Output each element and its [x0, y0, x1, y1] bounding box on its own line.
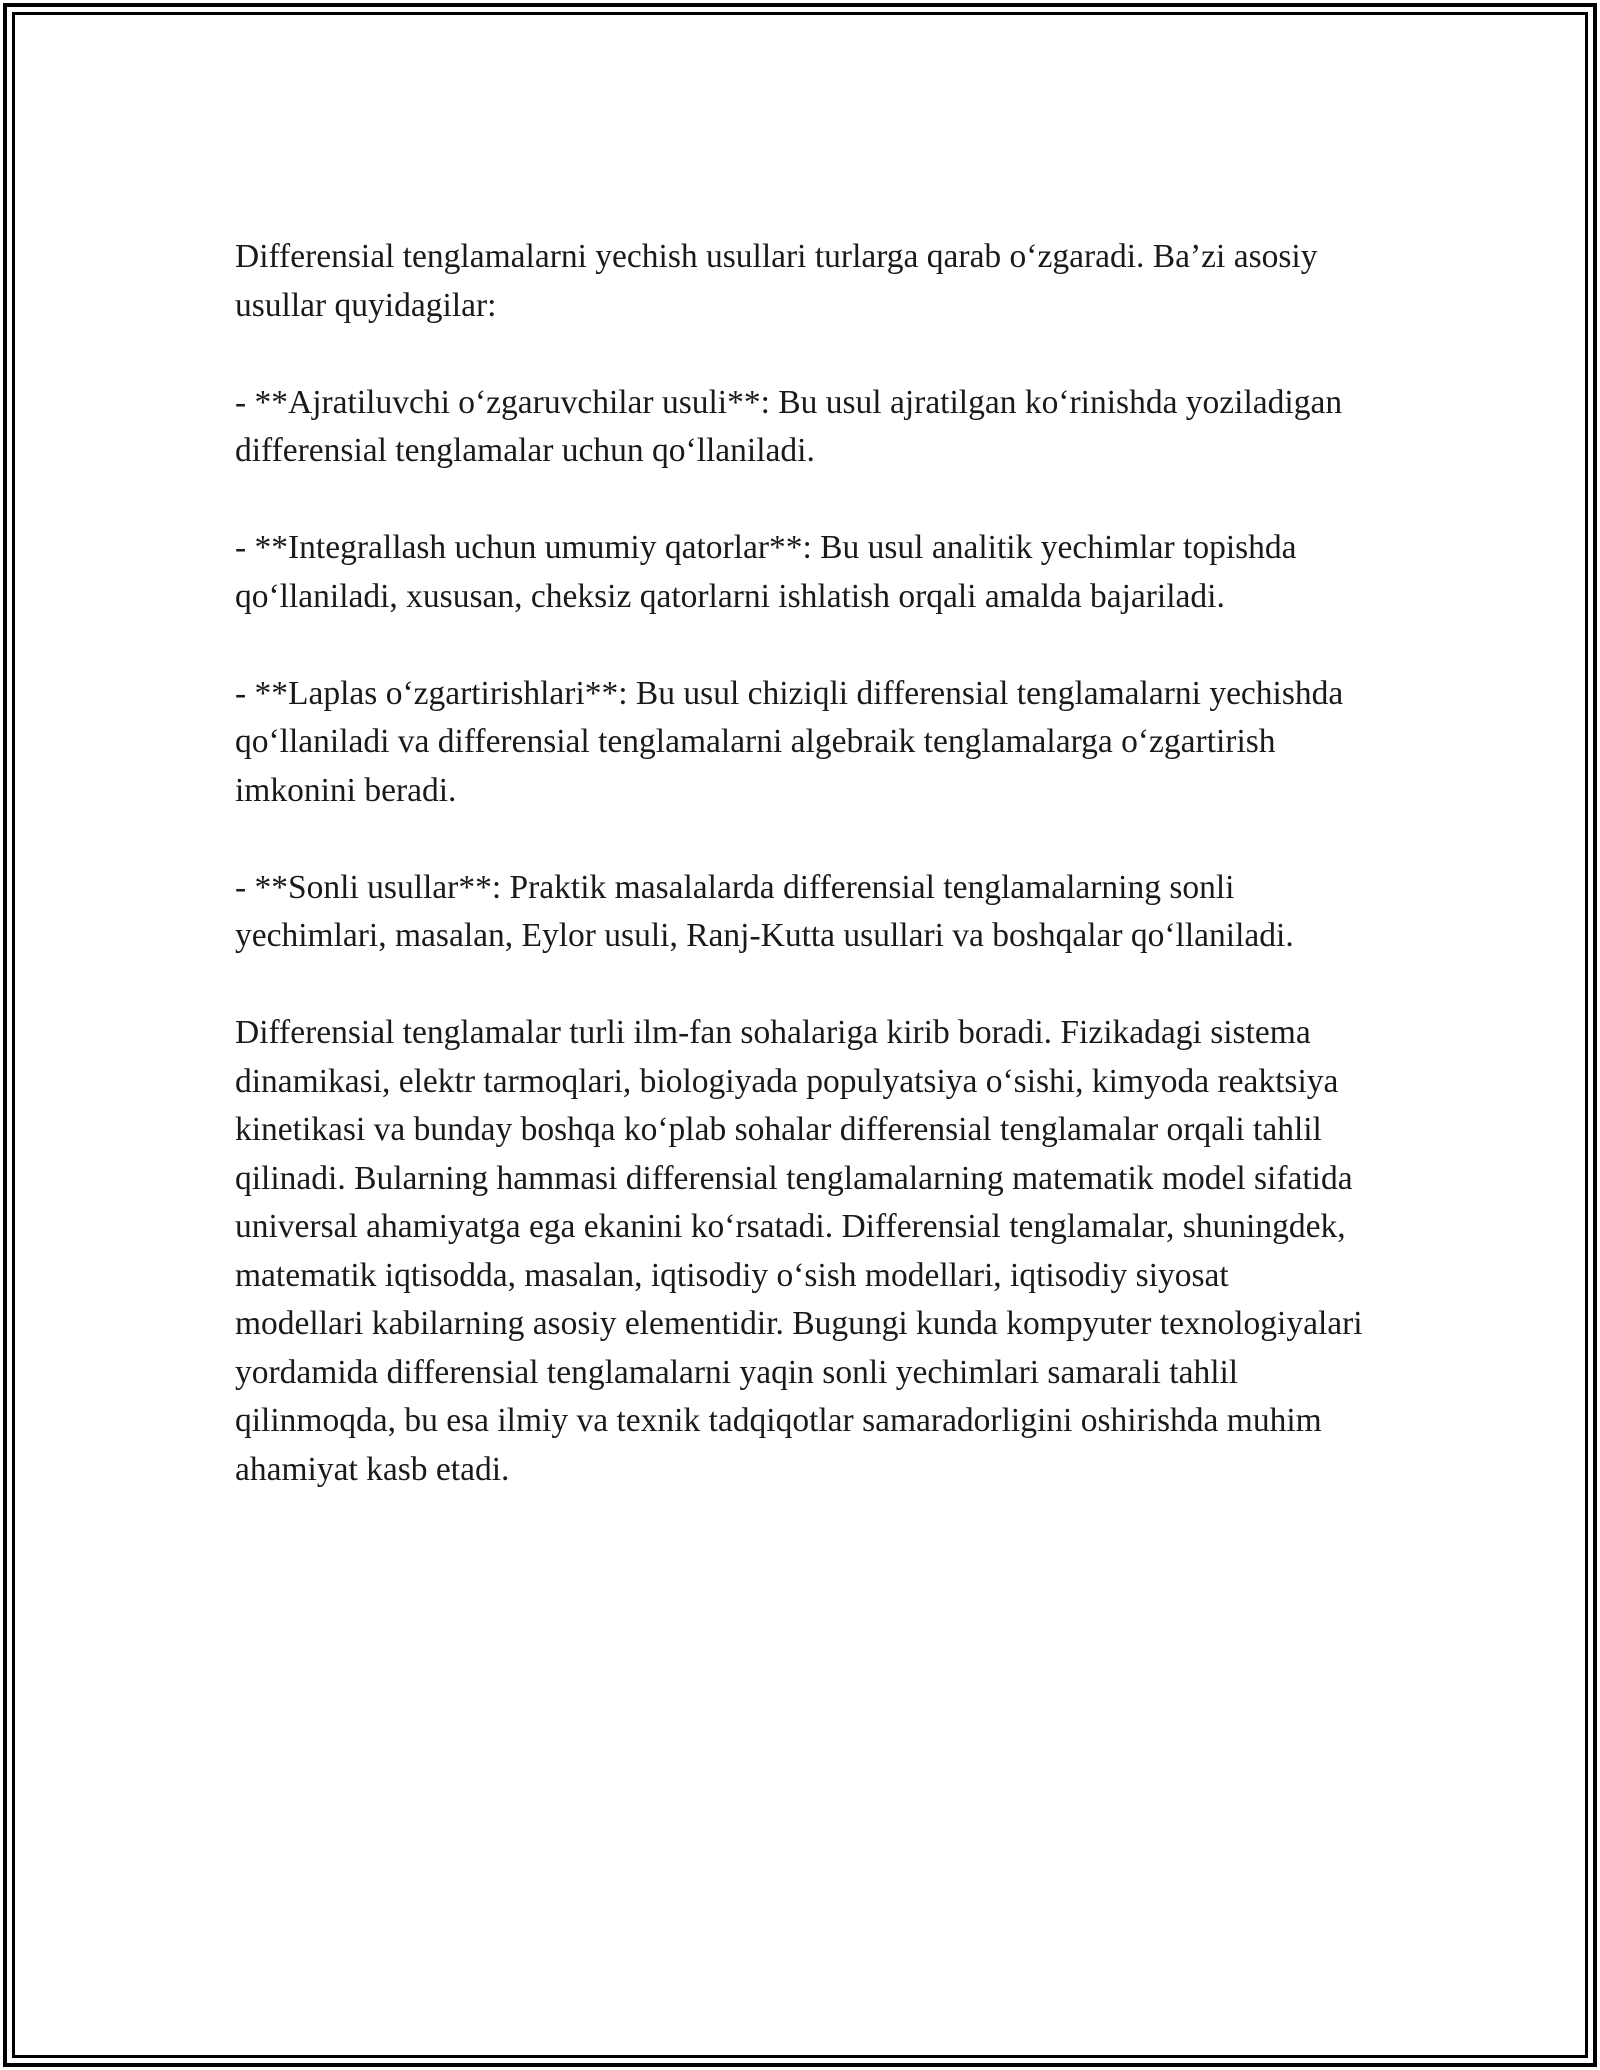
applications-paragraph: Differensial tenglamalar turli ilm-fan sohalariga kirib boradi. Fizikadagi sistema dinamikasi, elektr tarmoqlari, biologiyada populyatsiya o‘sishi, kimyoda reaktsiya kinetikasi va bunday boshqa ko‘plab sohalar differensial tenglamalar orqali tahlil qilinadi. Bularning hammasi differensial tenglamalarning matematik model sifatida universal ahamiyatga ega ekanini ko‘rsatadi. Differensial tenglamalar, shuningdek, matematik iqtisodda, masalan, iqtisodiy o‘sish modellari, iqtisodiy siyosat modellari kabilarning asosiy elementidir. Bugungi kunda kompyuter texnologiyalari yordamida differensial tenglamalarni yaqin sonli yechimlari samarali tahlil qilinmoqda, bu esa ilmiy va texnik tadqiqotlar samaradorligini oshirishda muhim ahamiyat kasb etadi. — [235, 1014, 1363, 1488]
document-body — [235, 233, 1365, 1543]
method-numerical: - **Sonli usullar**: Praktik masalalarda differensial tenglamalarning sonli yechimlari, masalan, Eylor usuli, Ranj-Kutta usullari va boshqalar qo‘llaniladi. — [235, 868, 1294, 954]
method-separable-variables: - **Ajratiluvchi o‘zgaruvchilar usuli**: Bu usul ajratilgan ko‘rinishda yoziladigan differensial tenglamalar uchun qo‘llaniladi. — [235, 383, 1343, 469]
method-series-integration: - **Integrallash uchun umumiy qatorlar**: Bu usul analitik yechimlar topishda qo‘llaniladi, xususan, cheksiz qatorlarni ishlatish orqali amalda bajariladi. — [235, 529, 1297, 615]
intro-paragraph: Differensial tenglamalarni yechish usullari turlarga qarab o‘zgaradi. Ba’zi asosiy usullar quyidagilar: — [235, 238, 1318, 324]
method-laplace-transform: - **Laplas o‘zgartirishlari**: Bu usul chiziqli differensial tenglamalarni yechishda qo‘llaniladi va differensial tenglamalarni algebraik tenglamalarga o‘zgartirish imkonini beradi. — [235, 674, 1344, 809]
